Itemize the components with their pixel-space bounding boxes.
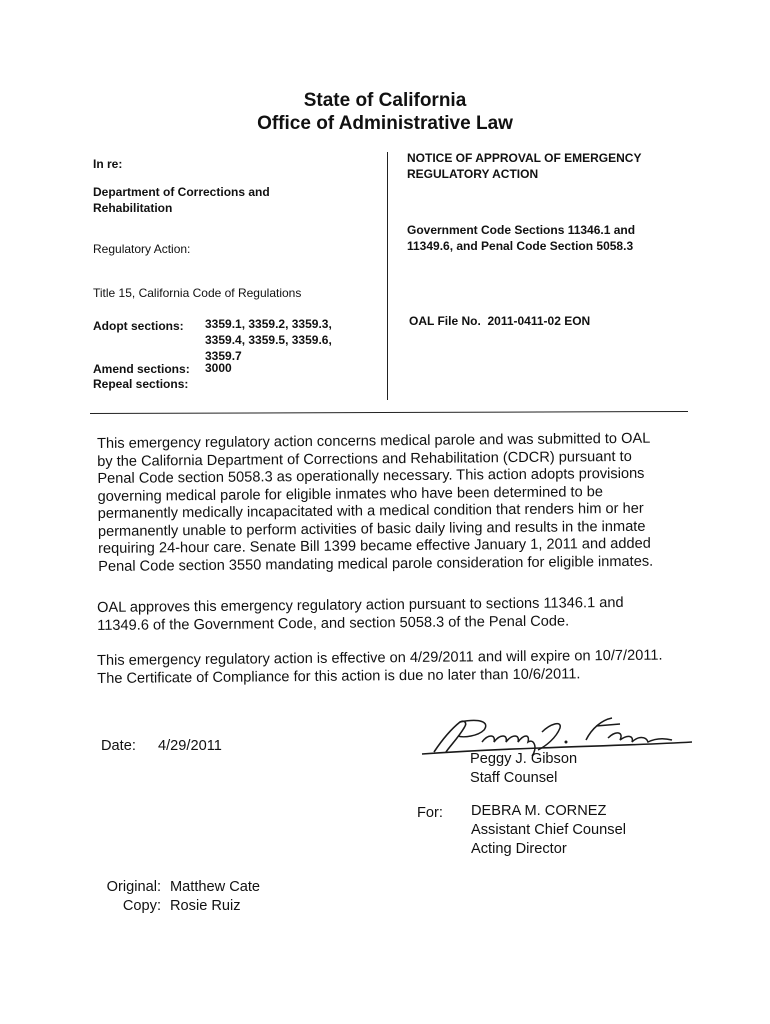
distribution-labels xyxy=(101,878,161,916)
adopt-line: 3359.4, 3359.5, 3359.6, xyxy=(205,333,332,347)
paragraph-line: requiring 24-hour care. Senate Bill 1399 became effective January 1, 2011 and added xyxy=(98,535,651,557)
department-line: Department of Corrections and xyxy=(93,185,270,199)
for-block xyxy=(471,802,626,859)
oal-file-label: OAL File No. xyxy=(409,314,481,328)
repeal-label: Repeal sections: xyxy=(93,377,189,391)
paragraph-1 xyxy=(97,430,688,576)
paragraph-line: The Certificate of Compliance for this action is due no later than 10/6/2011. xyxy=(97,665,581,687)
date-row xyxy=(101,737,222,756)
signer-block xyxy=(470,750,577,788)
paragraph-line: This emergency regulatory action concerns medical parole and was submitted to OAL xyxy=(97,430,651,452)
section-divider xyxy=(90,411,688,414)
paragraph-3 xyxy=(97,647,687,688)
date-value: 4/29/2011 xyxy=(158,738,222,754)
adopt-line: 3359.7 xyxy=(205,349,242,363)
in-re-label: In re: xyxy=(93,157,123,171)
paragraph-line: governing medical parole for eligible inmates who have been determined to be xyxy=(97,483,604,505)
signer-name: Peggy J. Gibson xyxy=(470,751,578,767)
distribution-names xyxy=(170,878,260,916)
paragraph-line: permanently medically incapacitated with a medical condition that renders him or her xyxy=(97,500,644,522)
code-sections xyxy=(407,222,635,254)
original-label: Original: xyxy=(106,879,161,895)
department-line: Rehabilitation xyxy=(93,201,173,215)
code-line: 11349.6, and Penal Code Section 5058.3 xyxy=(407,239,634,253)
for-name: DEBRA M. CORNEZ xyxy=(471,803,607,819)
paragraph-line: OAL approves this emergency regulatory action pursuant to sections 11346.1 and xyxy=(97,594,624,616)
amend-label: Amend sections: xyxy=(93,362,190,376)
paragraph-line: Penal Code section 3550 mandating medical parole consideration for eligible inmates. xyxy=(98,553,654,575)
paragraph-line: permanently unable to perform activities of basic daily living and results in the inmate xyxy=(97,518,646,540)
notice-line: REGULATORY ACTION xyxy=(407,167,539,181)
oal-file-number: 2011-0411-02 EON xyxy=(487,314,591,328)
for-label: For: xyxy=(417,805,443,821)
notice-heading xyxy=(407,150,641,182)
column-divider xyxy=(387,152,388,400)
copy-name: Rosie Ruiz xyxy=(170,898,241,914)
for-title: Assistant Chief Counsel xyxy=(471,822,626,838)
code-line: Government Code Sections 11346.1 and xyxy=(407,223,636,237)
amend-value: 3000 xyxy=(205,361,232,375)
paragraph-2 xyxy=(97,594,687,635)
page-subtitle: Office of Administrative Law xyxy=(257,113,513,134)
department-name xyxy=(93,184,270,216)
oal-file xyxy=(409,313,590,329)
title15-label: Title 15, California Code of Regulations xyxy=(93,286,302,300)
paragraph-line: This emergency regulatory action is effective on 4/29/2011 and will expire on 10/7/2011. xyxy=(97,647,663,669)
adopt-line: 3359.1, 3359.2, 3359.3, xyxy=(205,317,332,331)
copy-label: Copy: xyxy=(122,898,161,914)
notice-line: NOTICE OF APPROVAL OF EMERGENCY xyxy=(407,151,642,165)
for-title: Acting Director xyxy=(471,841,567,857)
adopt-values xyxy=(205,316,332,364)
paragraph-line: 11349.6 of the Government Code, and section 5058.3 of the Penal Code. xyxy=(97,612,570,634)
regulatory-action-label: Regulatory Action: xyxy=(93,242,191,256)
adopt-label: Adopt sections: xyxy=(93,319,184,333)
paragraph-line: Penal Code section 5058.3 as operationally necessary. This action adopts provisions xyxy=(97,465,645,487)
original-name: Matthew Cate xyxy=(170,879,261,895)
page-title: State of California xyxy=(303,90,467,111)
paragraph-line: by the California Department of Corrections and Rehabilitation (CDCR) pursuant to xyxy=(97,448,632,470)
signer-title: Staff Counsel xyxy=(470,770,558,786)
date-label: Date: xyxy=(101,738,136,754)
